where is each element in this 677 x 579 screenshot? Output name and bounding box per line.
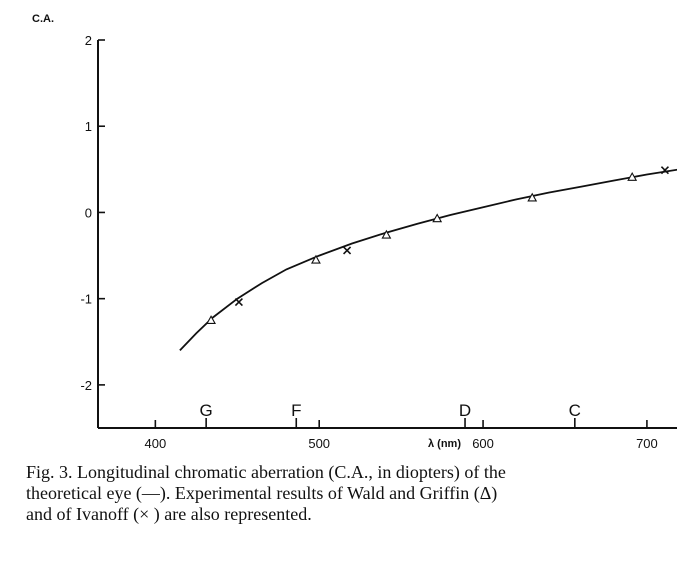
caption-line-2: theoretical eye (—). Experimental results of Wald and Griffin (Δ) [26, 483, 498, 503]
y-tick-label: 2 [84, 33, 92, 48]
ivanoff-point [661, 167, 668, 174]
x-tick-label: 600 [472, 436, 494, 451]
x-tick-label: 400 [144, 436, 167, 451]
y-axis-label: C.A. [32, 13, 54, 25]
x-tick-label: 500 [308, 436, 331, 451]
ticks [98, 40, 647, 428]
theoretical-eye-curve [180, 158, 677, 350]
x-tick-label: 700 [636, 436, 658, 451]
ivanoff-point [235, 299, 242, 306]
fraunhofer-label: F [291, 401, 302, 420]
fraunhofer-lines [200, 401, 677, 428]
tick-labels [80, 33, 657, 451]
fraunhofer-label: C [568, 401, 581, 420]
caption-line-3: and of Ivanoff (× ) are also represented. [26, 504, 312, 524]
ivanoff-point [344, 247, 351, 254]
fraunhofer-label: G [199, 401, 213, 420]
y-tick-label: 0 [84, 205, 92, 221]
figure-caption [26, 462, 666, 525]
y-tick-label: -1 [80, 291, 92, 307]
x-axis-label: λ (nm) [428, 438, 461, 450]
caption-line-1: Fig. 3. Longitudinal chromatic aberration (C.A., in diopters) of the [26, 462, 506, 482]
data-series [180, 158, 677, 350]
fraunhofer-label: D [458, 401, 472, 420]
y-tick-label: -2 [80, 377, 92, 393]
y-tick-label: 1 [84, 119, 92, 135]
wald-griffin-point [312, 256, 320, 263]
